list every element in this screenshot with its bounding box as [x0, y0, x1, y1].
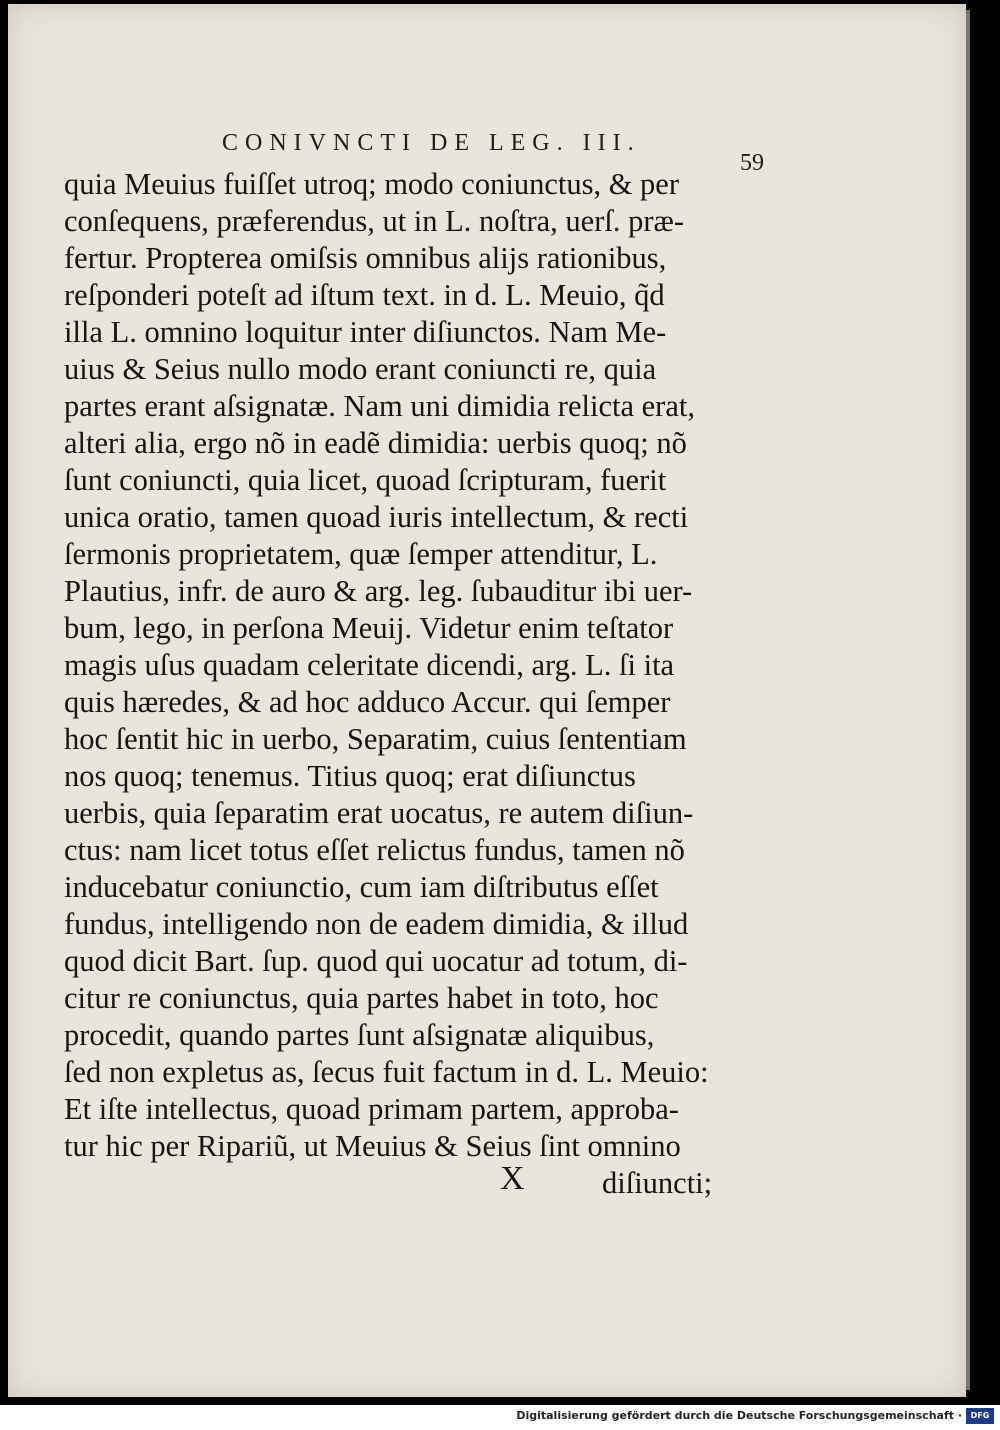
text-line: magis uſus quadam celeritate dicendi, arg. L. ſi ita — [64, 648, 675, 682]
text-line: ctus: nam licet totus eſſet relictus fundus, tamen nõ — [64, 833, 685, 867]
text-line: partes erant aſsignatæ. Nam uni dimidia relicta erat, — [64, 389, 695, 423]
text-line: quis hæredes, & ad hoc adduco Accur. qui ſemper — [64, 685, 671, 719]
text-line: procedit, quando partes ſunt aſsignatæ aliquibus, — [64, 1018, 655, 1052]
text-line: inducebatur coniunctio, cum iam diſtributus eſſet — [64, 870, 659, 904]
text-line: fundus, intelligendo non de eadem dimidia, & illud — [64, 907, 689, 941]
page-edge-shadow — [966, 10, 970, 1390]
text-line: quia Meuius fuiſſet utroq; modo coniunctus, & per — [64, 167, 679, 201]
text-line: ſermonis proprietatem, quæ ſemper attenditur, L. — [64, 537, 658, 571]
text-line: alteri alia, ergo nõ in eadẽ dimidia: uerbis quoq; nõ — [64, 426, 687, 460]
text-line: ſed non expletus as, ſecus fuit factum in d. L. Meuio: — [64, 1055, 709, 1089]
text-line: unica oratio, tamen quoad iuris intellectum, & recti — [64, 500, 689, 534]
dfg-logo: DFG — [966, 1408, 994, 1424]
text-line: bum, lego, in perſona Meuij. Videtur enim teſtator — [64, 611, 674, 645]
signature-mark: X — [500, 1160, 525, 1197]
catchword: diſiuncti; — [602, 1166, 713, 1200]
text-line: Plautius, infr. de auro & arg. leg. ſubauditur ibi uer- — [64, 574, 693, 608]
body-text — [64, 166, 774, 1165]
text-line: Et iſte intellectus, quoad primam partem, approba- — [64, 1092, 679, 1126]
running-head: CONIVNCTI DE LEG. III. — [222, 130, 641, 156]
text-line: citur re coniunctus, quia partes habet in toto, hoc — [64, 981, 659, 1015]
text-line: uerbis, quia ſeparatim erat uocatus, re autem diſiun- — [64, 796, 694, 830]
text-line: ſunt coniuncti, quia licet, quoad ſcripturam, fuerit — [64, 463, 667, 497]
text-line: tur hic per Ripariũ, ut Meuius & Seius ſint omnino — [64, 1129, 681, 1163]
text-line: uius & Seius nullo modo erant coniuncti re, quia — [64, 352, 657, 386]
text-line: quod dicit Bart. ſup. quod qui uocatur ad totum, di- — [64, 944, 688, 978]
page-number: 59 — [740, 150, 764, 176]
text-line: reſponderi poteſt ad iſtum text. in d. L. Meuio, q̃d — [64, 278, 665, 312]
text-line: hoc ſentit hic in uerbo, Separatim, cuius ſententiam — [64, 722, 687, 756]
footer-credit: Digitalisierung gefördert durch die Deutsche Forschungsgemeinschaft · — [516, 1409, 962, 1422]
text-line: illa L. omnino loquitur inter diſiunctos. Nam Me- — [64, 315, 667, 349]
text-line: conſequens, præferendus, ut in L. noſtra, uerſ. præ- — [64, 204, 685, 238]
text-line: fertur. Propterea omiſsis omnibus alijs rationibus, — [64, 241, 667, 275]
text-line: nos quoq; tenemus. Titius quoq; erat diſiunctus — [64, 759, 636, 793]
